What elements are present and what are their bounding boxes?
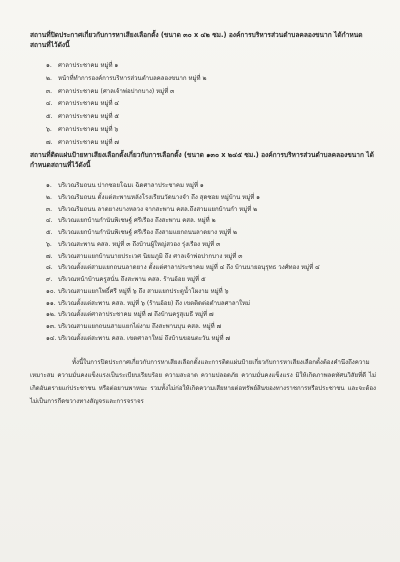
item-number: ๕. bbox=[46, 113, 53, 121]
item-number: ๖. bbox=[46, 240, 52, 248]
section2-item bbox=[46, 239, 376, 251]
item-text: บริเวณตั้งแต่สะพาน คสล. หมู่ที่ ๖ (ร้านอ้อย) ถึง เขตติดต่อตำบลศาลาใหม่ bbox=[58, 299, 251, 307]
item-number: ๑. bbox=[46, 182, 52, 189]
item-text: บริเวณตั้งแต่ศาลาประชาคม หมู่ที่ ๗ ถึงบ้านครูสุเมธี หมู่ที่ ๗ bbox=[58, 311, 214, 319]
section1-item bbox=[46, 137, 376, 150]
section1-title: สถานที่ปิดประกาศเกี่ยวกับการหาเสียงเลือกตั้ง (ขนาด ๓๐ x ๔๒ ซม.) องค์การบริหารส่วนตำบลคลองขนาก ได้กำหนดสถานที่ไว้ดังนี้ bbox=[30, 31, 363, 49]
item-text: บริเวณสะพาน คสล. หมู่ที่ ๓ ถึงบ้านผู้ใหญ่สวอง รุ่งเรือง หมู่ที่ ๓ bbox=[58, 240, 221, 248]
section2-item bbox=[46, 251, 376, 263]
closing-paragraph: ทั้งนี้ในการปิดประกาศเกี่ยวกับการหาเสียงเลือกตั้งและการติดแผ่นป้ายเกี่ยวกับการหาเสียงเลือกตั้งต้องคำนึงถึงความเหมาะสม ความมั่นคงแข็งแรงเป็นระเบียบเรียบร้อย ความสะอาด ความปลอดภัย ความมั่นคงแข็งแรง มิให้เกิดภาพลดทัศนวิสัยที่ดี ไม่เกิดอันตรายแก่ประชาชน หรือต่อยานพาหนะ รวมทั้งไม่ก่อให้เกิดความเสียหายต่อทรัพย์สินของทางราชการหรือประชาชน และจะต้องไม่เป็นการกีดขวางทางสัญจรและการจราจร bbox=[30, 359, 376, 405]
item-number: ๔. bbox=[46, 100, 53, 108]
item-text: ศาลาประชาคม หมู่ที่ ๔ bbox=[58, 100, 120, 108]
section2-item bbox=[46, 215, 376, 227]
item-text: ศาลาประชาคม หมู่ที่ ๕ bbox=[58, 113, 120, 121]
item-text: บริเวณริมถนน ลาดยางบางหลวง จากสะพาน คสล.ถึงสามแยกบ้านกำ หมู่ที่ ๒ bbox=[58, 205, 258, 213]
section2-item bbox=[46, 309, 376, 321]
item-number: ๙. bbox=[46, 276, 53, 283]
item-text: ศาลาประชาคม หมู่ที่ ๗ bbox=[58, 138, 120, 146]
item-number: ๘. bbox=[46, 264, 53, 272]
section2-title: สถานที่ติดแผ่นป้ายหาเสียงเลือกตั้งเกี่ยวกับการเลือกตั้ง (ขนาด ๑๓๐ x ๒๔๕ ซม.) องค์การบริหารส่วนตำบลคลองขนาก ได้กำหนดสถานที่ไว้ดังนี้ bbox=[30, 151, 374, 169]
item-text: ศาลาประชาคม หมู่ที่ ๑ bbox=[58, 62, 119, 69]
section1-item bbox=[46, 98, 376, 111]
section1-item bbox=[46, 124, 376, 137]
item-text: บริเวณตั้งแต่สะพาน คสล. เขตศาลาใหม่ ถึงบ้านขอนตะวัน หมู่ที่ ๗ bbox=[58, 334, 231, 342]
item-number: ๒. bbox=[46, 193, 52, 201]
item-number: ๑๓. bbox=[46, 323, 56, 330]
item-number: ๗. bbox=[46, 252, 53, 260]
item-text: หน้าที่ทำการองค์การบริหารส่วนตำบลคลองขนาก หมู่ที่ ๒ bbox=[58, 74, 207, 82]
section1-item bbox=[46, 60, 376, 73]
section2-item bbox=[46, 204, 376, 216]
item-number: ๗. bbox=[46, 138, 53, 146]
item-number: ๑๔. bbox=[46, 334, 57, 342]
section2-item bbox=[46, 262, 376, 274]
item-text: บริเวณหน้าบ้านครูสนั่น ถึงสะพาน คสล. ร้านอ้อย หมู่ที่ ๕ bbox=[58, 276, 206, 283]
item-number: ๖. bbox=[46, 125, 52, 133]
section2-list bbox=[46, 180, 376, 345]
item-number: ๑. bbox=[46, 62, 52, 69]
item-text: บริเวณริมถนน ปากซอยโฉมเ ฉิดศาลาประชาคม หมู่ที่ ๑ bbox=[58, 182, 204, 189]
item-text: บริเวณริมถนน ตั้งแต่สะพานหลังโรงเรียนวัดนางจำ ถึง สุดซอย หมู่บ้าน หมู่ที่ ๑ bbox=[58, 193, 261, 201]
item-number: ๒. bbox=[46, 74, 52, 82]
item-text: ศาลาประชาคม (ศาลเจ้าพ่อปากบาง) หมู่ที่ ๓ bbox=[58, 87, 175, 95]
section2-item bbox=[46, 227, 376, 239]
item-text: ศาลาประชาคม หมู่ที่ ๖ bbox=[58, 125, 119, 133]
item-text: บริเวณสามแยกบ้านนายประเวศ นิยมภูมิ ถึง ศาลเจ้าพ่อปากบาง หมู่ที่ ๓ bbox=[58, 252, 243, 260]
item-number: ๓. bbox=[46, 205, 53, 213]
section2-item bbox=[46, 321, 376, 333]
item-text: บริเวณตั้งแต่สามแยกถนนลาดยาง ตั้งแต่ศาลาประชาคม หมู่ที่ ๔ ถึง บ้านนายอนุรุทธ วงศ์ทอง หมู่ที่ ๔ bbox=[58, 264, 320, 272]
item-number: ๔. bbox=[46, 217, 53, 225]
section2-item bbox=[46, 333, 376, 345]
item-text: บริเวณแยกบ้านกำนันพิเชษฐ์ ศรีเรือง ถึงสะพาน คสล. หมู่ที่ ๒ bbox=[58, 217, 216, 225]
section2-item bbox=[46, 192, 376, 204]
section1-list bbox=[46, 60, 376, 150]
section2-item bbox=[46, 180, 376, 192]
section1-item bbox=[46, 86, 376, 99]
section2-item bbox=[46, 286, 376, 298]
item-number: ๑๒. bbox=[46, 311, 56, 319]
item-number: ๓. bbox=[46, 87, 53, 95]
item-text: บริเวณแยกบ้านกำนันพิเชษฐ์ ศรีเรือง ถึงสามแยกถนนลาดยาง หมู่ที่ ๒ bbox=[58, 229, 238, 236]
item-number: ๑๑. bbox=[46, 299, 56, 307]
section1-item bbox=[46, 73, 376, 86]
section2-item bbox=[46, 298, 376, 310]
section1-item bbox=[46, 111, 376, 124]
item-number: ๕. bbox=[46, 229, 53, 236]
section2-item bbox=[46, 274, 376, 286]
item-number: ๑๐. bbox=[46, 287, 56, 295]
item-text: บริเวณสามแยกโพธิ์ศรี หมู่ที่ ๖ ถึง สามแยกประตูน้ำโผงาม หมู่ที่ ๖ bbox=[58, 287, 229, 295]
item-text: บริเวณสามแยกถนนสามแยกไผ่งาม ถึงสะพานบุน คสล. หมู่ที่ ๗ bbox=[58, 323, 222, 330]
